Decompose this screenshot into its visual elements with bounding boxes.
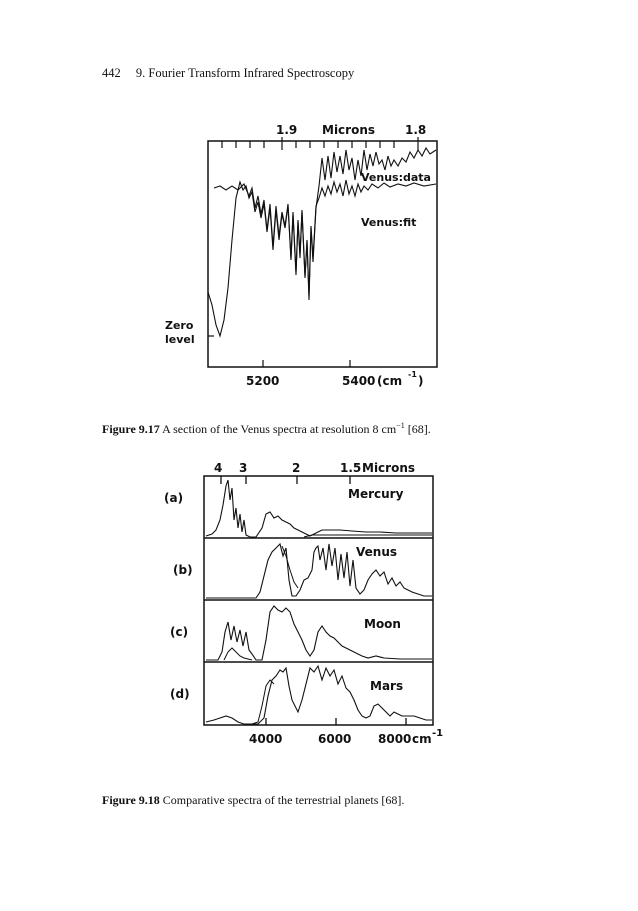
fig17-bottom-unit-sup: -1: [408, 370, 417, 379]
fig18-caption-text: Comparative spectra of the terrestrial planets [68].: [162, 793, 405, 807]
fig17-top-unit: Microns: [322, 123, 376, 137]
fig17-bottom-unit: (cm: [377, 374, 403, 388]
panel-d-planet: Mars: [370, 679, 404, 693]
fig17-bottom-tick-1: 5200: [246, 374, 280, 388]
mars-trace: [206, 666, 432, 724]
panel-c-letter: (c): [170, 625, 189, 639]
venus-fit-label: Venus:fit: [361, 216, 417, 229]
fig18-bottom-unit-sup: -1: [432, 728, 444, 739]
fig18-top-unit: Microns: [362, 461, 416, 475]
level-label: level: [165, 333, 195, 346]
fig17-bottom-unit-close: ): [418, 374, 424, 388]
fig17-caption-text: A section of the Venus spectra at resolution 8 cm: [162, 422, 397, 436]
page-number: 442: [102, 66, 121, 80]
fig18-top-tick-2: 3: [239, 461, 248, 475]
fig18-top-tick-3: 2: [292, 461, 301, 475]
fig18-caption-label: Figure 9.18: [102, 793, 160, 807]
fig17-caption-ref: [68].: [407, 422, 431, 436]
fig18-bottom-tick-3: 8000: [378, 732, 412, 746]
fig18-dividers: [204, 538, 433, 662]
panel-b-planet: Venus: [356, 545, 397, 559]
fig18-bottom-tick-2: 6000: [318, 732, 352, 746]
fig18-top-ticks: [221, 476, 350, 484]
panel-b-letter: (b): [173, 563, 193, 577]
panel-a-letter: (a): [164, 491, 184, 505]
fig17-caption-label: Figure 9.17: [102, 422, 160, 436]
zero-label: Zero: [165, 319, 194, 332]
fig18-top-tick-4: 1.5: [340, 461, 362, 475]
mercury-trace-2: [304, 535, 432, 537]
fig18-top-tick-1: 4: [214, 461, 223, 475]
moon-trace: [206, 606, 432, 660]
fig17-top-tick-1: 1.9: [276, 123, 298, 137]
fig18-bottom-tick-1: 4000: [249, 732, 283, 746]
venus-data-label: Venus:data: [361, 171, 431, 184]
panel-d-letter: (d): [170, 687, 190, 701]
fig17-top-tick-2: 1.8: [405, 123, 427, 137]
panel-a-planet: Mercury: [348, 487, 404, 501]
running-title: 9. Fourier Transform Infrared Spectroscopy: [135, 66, 355, 80]
venus-planet-trace-2: [282, 546, 298, 588]
panel-c-planet: Moon: [364, 617, 401, 631]
figure-9-18-caption: [102, 793, 404, 808]
fig17-bottom-tick-2: 5400: [342, 374, 376, 388]
venus-planet-trace: [206, 544, 432, 598]
fig17-caption-sup: −1: [396, 421, 405, 430]
fig18-bottom-unit: cm: [412, 732, 432, 746]
moon-trace-2: [224, 648, 252, 660]
fig18-bottom-ticks: [266, 718, 406, 725]
